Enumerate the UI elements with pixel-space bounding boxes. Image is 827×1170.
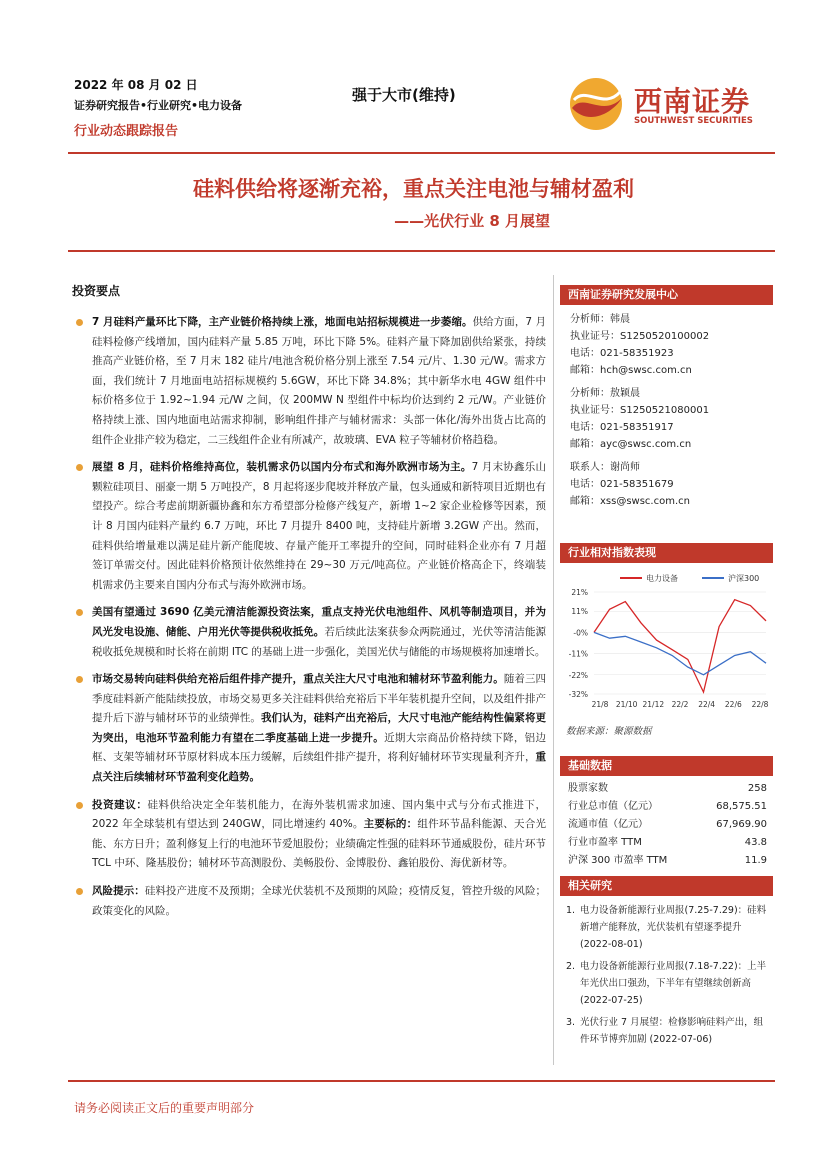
highlight-text: 供给方面，7 月硅料检修产线增加，国内硅料产量 5.85 万吨，环比下降 5%。硅料产量下降加剧供给紧张，持续推高产业链价格，至 7 月末 182 硅片/电池含税价格分别上涨至 7.54 元/片、1.30 元/W。需求方面，我们统计 7 月地面电站招标规模约 5.6GW，环比下降 34.8%；其中新华水电 4GW 组件中标价格多位于 1.92~1.94 元/W 之间，仅 200MW N 型组件中标均价达到约 2 元/W。产业链价格持续上涨、国内地面电站需求抑制，影响组件排产与辅材需求：头部一体化/海外出货占比高的组件企业排产较为稳定，二三线组件企业有所减产，故玻璃、EVA 粒子等辅材价格趋稳。 xyxy=(92,316,546,446)
stat-label: 行业市盈率 TTM xyxy=(568,837,642,848)
index-section xyxy=(560,543,773,563)
highlight-text: 近期大宗商品价格持续下降，铝边框、支架等辅材环节原材料成本压力缓解，后续组件排产提升，将利好辅材环节实现量利齐升， xyxy=(92,731,547,764)
highlight-text: 7 月末协鑫乐山颗粒硅项目、丽豪一期 5 万吨投产，8 月起将逐步爬坡并释放产量，包头通威和新特项目近期也有望投产。综合考虑前期新疆协鑫和东方希望部分检修产线复产，新增 1~2 家企业检修等因素，预计 8 月国内硅料产量约 6.7 万吨，环比 7 月提升 8400 吨，支持硅片新增 3.2GW 产出。然而，硅料供给增量难以满足硅片新产能爬坡、存量产能开工率提升的空间，同时硅料企业亦有 7 月超签订单需交付。因此硅料价格预计依然维持在 29~30 万元/吨高位。产业链价格高企下，终端装机需求仍主要来自国内分布式与海外欧洲市场。 xyxy=(92,461,546,591)
y-tick-label: -0% xyxy=(573,628,588,638)
highlight-bold: 市场交易转向硅料供给充裕后组件排产提升，重点关注大尺寸电池和辅材环节盈利能力。 xyxy=(92,673,504,686)
highlight-bold: 美国有望通过 3690 亿美元清洁能源投资法案，重点支持光伏电池组件、风机等制造项目，并为风光发电设施、储能、户用光伏等提供税收抵免。 xyxy=(92,606,546,638)
bullet-icon xyxy=(76,676,83,683)
series-line-0 xyxy=(594,600,766,692)
bullet-icon xyxy=(76,888,83,895)
list-item[interactable] xyxy=(560,902,773,953)
analyst-name: 分析师：敖颖晨 xyxy=(570,388,640,399)
list-item[interactable] xyxy=(560,1014,773,1048)
contact-phone: 电话：021-58351679 xyxy=(570,479,674,490)
related-title: 光伏行业 7 月展望：检修影响硅料产出，组件环节博弈加剧 (2022-07-06) xyxy=(580,1017,764,1045)
x-tick-label: 22/8 xyxy=(751,700,769,709)
legend-label: 电力设备 xyxy=(646,574,678,583)
stat-label: 行业总市值（亿元） xyxy=(568,801,658,812)
contact-name: 联系人：谢尚师 xyxy=(570,462,640,473)
highlight-item xyxy=(68,796,546,874)
x-tick-label: 22/2 xyxy=(671,700,689,709)
header-divider xyxy=(68,152,775,154)
table-row xyxy=(560,816,773,834)
highlight-bold: 重点关注后续辅材环节盈利变化趋势。 xyxy=(92,751,546,784)
stat-label: 沪深 300 市盈率 TTM xyxy=(568,855,668,866)
highlight-bold: 展望 8 月，硅料价格维持高位，装机需求仍以国内分布式和海外欧洲市场为主。 xyxy=(92,461,472,474)
analyst-phone: 电话：021-58351917 xyxy=(570,422,674,433)
bullet-icon xyxy=(76,319,83,326)
bullet-icon xyxy=(76,802,83,809)
analyst-cert: 执业证号：S1250521080001 xyxy=(570,405,710,416)
industry-rating: 强于大市(维持) xyxy=(352,86,456,104)
stat-value: 43.8 xyxy=(744,837,767,848)
analyst-phone: 电话：021-58351923 xyxy=(570,348,674,359)
related-list xyxy=(560,902,773,1048)
sidebar-heading: 相关研究 xyxy=(560,876,773,896)
report-title: 硅料供给将逐渐充裕，重点关注电池与辅材盈利 xyxy=(193,177,634,201)
stat-value: 258 xyxy=(747,783,767,794)
y-tick-label: -32% xyxy=(568,690,588,699)
sidebar-heading: 西南证券研究发展中心 xyxy=(560,285,773,305)
related-research-section xyxy=(560,876,773,1053)
highlight-text: 硅料供给决定全年装机能力，在海外装机需求加速、国内集中式与分布式推进下，2022 年全球装机有望达到 240GW，同比增速约 40%。 xyxy=(92,798,546,831)
list-number: 3. xyxy=(566,1017,576,1028)
table-row xyxy=(560,834,773,852)
basic-data-table xyxy=(560,780,773,870)
highlight-item xyxy=(68,458,546,595)
footer-notice: 请务必阅读正文后的重要声明部分 xyxy=(74,1101,255,1115)
x-tick-label: 21/12 xyxy=(642,700,665,709)
highlight-bold: 风险提示： xyxy=(92,885,145,898)
related-title: 电力设备新能源行业周报(7.18-7.22)：上半年光伏出口强劲，下半年有望继续创新高 (2022-07-25) xyxy=(580,961,767,1006)
report-subtype: 行业动态跟踪报告 xyxy=(74,124,179,139)
highlight-bold: 主要标的： xyxy=(363,818,418,831)
stat-label: 流通市值（亿元） xyxy=(568,819,648,830)
highlight-text: 若后续此法案获参众两院通过，光伏等清洁能源税收抵免规模和时长将在前期 ITC 的基础上进一步强化，美国光伏与储能的市场规模将加速增长。 xyxy=(92,625,547,658)
stat-value: 11.9 xyxy=(744,855,767,866)
table-row xyxy=(560,780,773,798)
highlight-text: 组件环节晶科能源、天合光能、东方日升；盈利修复上行的电池环节爱旭股份；业绩确定性强的硅料环节通威股份，硅片环节 TCL 中环、隆基股份；辅材环节高测股份、美畅股份、金博股份、鑫铂股份、海优新材等。 xyxy=(92,818,547,870)
stat-label: 股票家数 xyxy=(568,783,608,794)
company-logo xyxy=(566,74,766,134)
highlight-item xyxy=(68,313,546,450)
stat-value: 67,969.90 xyxy=(716,819,767,830)
footer-divider xyxy=(68,1080,775,1082)
highlight-bold: 投资建议： xyxy=(92,798,148,811)
report-category: 证券研究报告•行业研究•电力设备 xyxy=(74,99,243,112)
logo-text-cn: 西南证券 xyxy=(634,85,751,118)
x-tick-label: 21/10 xyxy=(615,700,638,709)
bullet-icon xyxy=(76,464,83,471)
column-divider xyxy=(553,275,554,1065)
contact-email[interactable]: 邮箱：xss@swsc.com.cn xyxy=(570,496,690,507)
analyst-email[interactable]: 邮箱：hch@swsc.com.cn xyxy=(570,365,692,376)
highlight-text: 随着三四季度硅料新产能陆续投放，市场交易更多关注硅料供给充裕后下半年装机提升空间，以及组件排产提升后下游与辅材环节的业绩弹性。 xyxy=(92,673,547,725)
highlight-item xyxy=(68,603,546,662)
logo-emblem-icon xyxy=(566,74,628,134)
sidebar-heading: 基础数据 xyxy=(560,756,773,776)
table-row xyxy=(560,852,773,870)
analyst-name: 分析师：韩晨 xyxy=(570,314,630,325)
list-item[interactable] xyxy=(560,958,773,1009)
table-row xyxy=(560,798,773,816)
y-tick-label: -11% xyxy=(568,649,588,659)
analyst-email[interactable]: 邮箱：ayc@swsc.com.cn xyxy=(570,439,692,450)
basic-data-section xyxy=(560,756,773,870)
x-tick-label: 21/8 xyxy=(591,700,609,709)
list-number: 2. xyxy=(566,961,576,972)
chart-source: 数据来源：聚源数据 xyxy=(566,726,652,737)
legend-label: 沪深300 xyxy=(728,574,760,583)
report-date: 2022 年 08 月 02 日 xyxy=(74,78,198,92)
highlight-item xyxy=(68,670,546,788)
y-tick-label: -22% xyxy=(568,670,588,680)
title-divider xyxy=(68,250,775,252)
related-title: 电力设备新能源行业周报(7.25-7.29)：硅料新增产能释放，光伏装机有望逐季提升 (2022-08-01) xyxy=(580,905,767,950)
x-tick-label: 22/6 xyxy=(724,700,742,709)
stat-value: 68,575.51 xyxy=(716,801,767,812)
highlight-bold: 7 月硅料产量环比下降，主产业链价格持续上涨，地面电站招标规模进一步萎缩。 xyxy=(92,316,473,328)
highlight-bold: 我们认为，硅料产出充裕后，大尺寸电池产能结构性偏紧将更为突出，电池环节盈利能力有望在二季度基础上进一步提升。 xyxy=(92,712,546,744)
x-tick-label: 22/4 xyxy=(698,700,716,709)
bullet-icon xyxy=(76,609,83,616)
highlight-text: 硅料投产进度不及预期；全球光伏装机不及预期的风险；疫情反复，管控升级的风险；政策变化的风险。 xyxy=(92,885,547,917)
highlight-item xyxy=(68,882,546,921)
report-subtitle: ——光伏行业 8 月展望 xyxy=(394,212,550,230)
analyst-info xyxy=(560,311,773,510)
investment-highlights xyxy=(68,282,546,921)
y-tick-label: 21% xyxy=(571,588,588,597)
index-chart xyxy=(560,570,773,720)
index-chart-svg xyxy=(560,570,773,720)
y-tick-label: 11% xyxy=(571,607,588,617)
sidebar-heading: 行业相对指数表现 xyxy=(560,543,773,563)
list-number: 1. xyxy=(566,905,576,916)
logo-text-en: SOUTHWEST SECURITIES xyxy=(634,116,753,126)
section-heading: 投资要点 xyxy=(72,284,121,298)
analyst-cert: 执业证号：S1250520100002 xyxy=(570,331,710,342)
research-center xyxy=(560,285,773,510)
